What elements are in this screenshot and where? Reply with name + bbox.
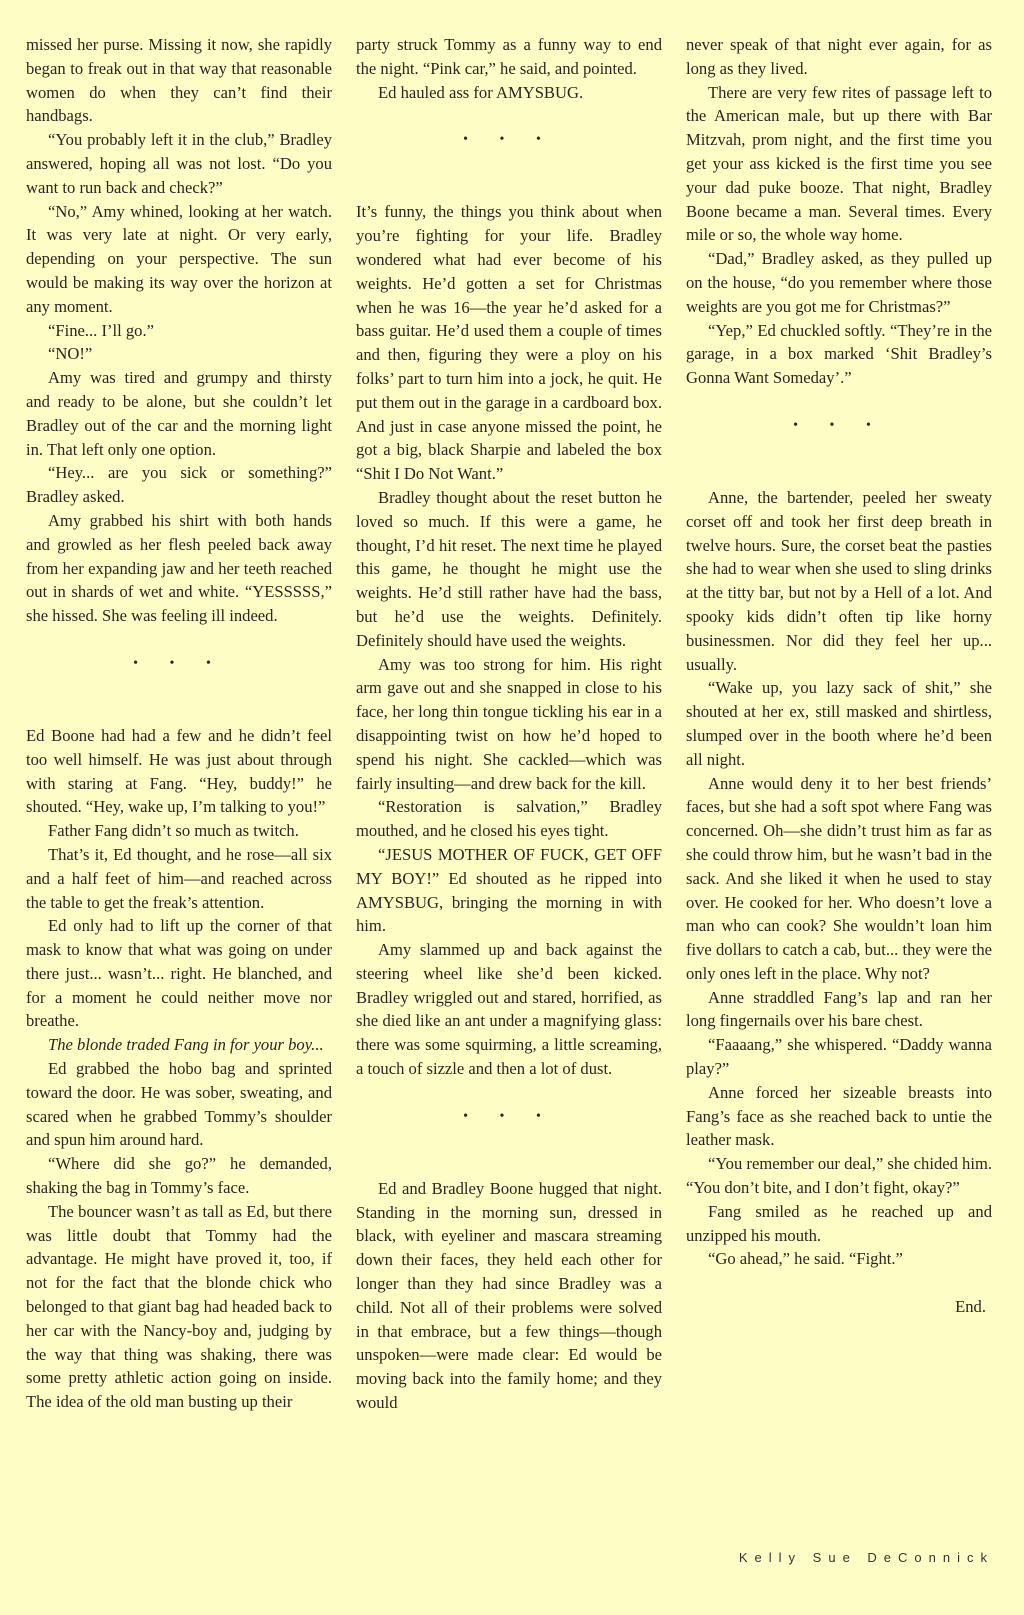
paragraph: The blonde traded Fang in for your boy...: [48, 1035, 324, 1055]
paragraph: The bouncer wasn’t as tall as Ed, but there was little doubt that Tommy had the advantage. He might have proved it, too, if not for the fact that the blonde chick who belonged to that giant bag had headed back to her car with the Nancy-boy and, judging by the way that thing was shaking, there was some pretty athletic action going on inside. The idea of the old man busting up their: [26, 1201, 332, 1412]
paragraph: Amy was too strong for him. His right arm gave out and she snapped in close to his face, her long thin tongue tickling his ear in a disappointing twist on how he’d hoped to spend his night. She cackled—which was fairly insulting—and drew back for the kill.: [356, 654, 662, 793]
text-column-1: [26, 33, 332, 1414]
paragraph: Ed and Bradley Boone hugged that night. Standing in the morning sun, dressed in black, with eyeliner and mascara streaming down their faces, they held each other for longer than they had since Bradley was a child. Not all of their problems were solved in that embrace, but a few things—though unspoken—were made clear: Ed would be moving back into the family home; and they would: [356, 1178, 662, 1413]
paragraph: missed her purse. Missing it now, she rapidly began to freak out in that way that reasonable women do when they can’t find their handbags.: [26, 35, 332, 126]
paragraph: Amy slammed up and back against the steering wheel like she’d been kicked. Bradley wriggled out and stared, horrified, as she died like an ant under a magnifying glass: there was some squirming, a little screaming, a touch of sizzle and then a lot of dust.: [356, 940, 662, 1079]
paragraph: Anne straddled Fang’s lap and ran her long fingernails over his bare chest.: [686, 987, 992, 1031]
paragraph: “NO!”: [48, 344, 93, 364]
paragraph: Amy grabbed his shirt with both hands and growled as her flesh peeled back away from her expanding jaw and her teeth reached out in shards of wet and white. “YESSSSS,” she hissed. She was feeling ill indeed.: [26, 510, 332, 626]
paragraph: party struck Tommy as a funny way to end the night. “Pink car,” he said, and pointed.: [356, 35, 662, 78]
section-break: • • •: [793, 417, 885, 433]
text-column-2: [356, 33, 662, 1415]
paragraph: Anne would deny it to her best friends’ faces, but she had a soft spot where Fang was concerned. Oh—she didn’t trust him as far as she could throw him, but he wasn’t bad in the sack. And she liked it when he used to stay over. He cooked for her. Who doesn’t love a man who can cook? She wouldn’t loan him five dollars to catch a cab, but... they were the only ones left in the place. Why not?: [686, 773, 992, 983]
paragraph: That’s it, Ed thought, and he rose—all six and a half feet of him—and reached across the table to get the freak’s attention.: [26, 844, 332, 912]
author-credit: Kelly Sue DeConnick: [738, 1550, 994, 1565]
paragraph: Amy was tired and grumpy and thirsty and ready to be alone, but she couldn’t let Bradley out of the car and the morning light in. That left only one option.: [26, 368, 332, 459]
paragraph: “You remember our deal,” she chided him. “You don’t bite, and I don’t fight, okay?”: [686, 1154, 993, 1198]
paragraph: Ed only had to lift up the corner of that mask to know that what was going on under there just... wasn’t... right. He blanched, and for a moment he could neither move nor breathe.: [26, 916, 332, 1031]
paragraph: Bradley thought about the reset button he loved so much. If this were a game, he thought, I’d hit reset. The next time he played this game, he thought he might use the weights. He’d still rather have had the bass, but he’d use the weights. Definitely. Definitely should have used the weights.: [356, 487, 662, 650]
paragraph: “No,” Amy whined, looking at her watch. It was very late at night. Or very early, depending on your perspective. The sun would be making its way over the horizon at any moment.: [26, 201, 332, 316]
paragraph: “Restoration is salvation,” Bradley mouthed, and he closed his eyes tight.: [356, 797, 662, 841]
paragraph: Ed grabbed the hobo bag and sprinted toward the door. He was sober, sweating, and scared when he grabbed Tommy’s shoulder and spun him around hard.: [26, 1059, 332, 1150]
paragraph: Anne, the bartender, peeled her sweaty corset off and took her first deep breath in twelve hours. Sure, the corset beat the pasties she had to wear when she used to sling drinks at the titty bar, but not by a Hell of a lot. And spooky kids didn’t often tip like horny businessmen. Nor did they feel her up... usually.: [686, 487, 992, 674]
paragraph: Anne forced her sizeable breasts into Fang’s face as she reached back to untie the leather mask.: [686, 1082, 992, 1150]
paragraph: “Go ahead,” he said. “Fight.”: [708, 1249, 903, 1269]
paragraph: Fang smiled as he reached up and unzipped his mouth.: [686, 1201, 992, 1245]
paragraph: There are very few rites of passage left to the American male, but up there with Bar Mitzvah, prom night, and the first time you get your ass kicked is the first time you see your dad puke booze. That night, Bradley Boone became a man. Several times. Every mile or so, the whole way home.: [686, 82, 992, 245]
paragraph: “You probably left it in the club,” Bradley answered, hoping all was not lost. “Do you want to run back and check?”: [26, 130, 332, 197]
paragraph: Ed Boone had had a few and he didn’t feel too well himself. He was just about through with staring at Fang. “Hey, buddy!” he shouted. “Hey, wake up, I’m talking to you!”: [26, 725, 332, 817]
paragraph: “Dad,” Bradley asked, as they pulled up on the house, “do you remember where those weights are you got me for Christmas?”: [686, 249, 992, 316]
paragraph: “JESUS MOTHER OF FUCK, GET OFF MY BOY!” Ed shouted as he ripped into AMYSBUG, bringing the morning in with him.: [356, 844, 662, 936]
paragraph: “Fine... I’ll go.”: [48, 320, 154, 340]
section-break: • • •: [463, 132, 555, 148]
paragraph: “Wake up, you lazy sack of shit,” she shouted at her ex, still masked and shirtless, slumped over in the booth where he’d been all night.: [686, 678, 992, 769]
paragraph: It’s funny, the things you think about when you’re fighting for your life. Bradley wondered what had ever become of his weights. He’d gotten a set for Christmas when he was 16—the year he’d asked for a bass guitar. He’d used them a couple of times and then, figuring they were a ploy on his folks’ part to turn him into a jock, he quit. He put them out in the garage in a cardboard box. And just in case anyone missed the point, he got a big, black Sharpie and labeled the box “Shit I Do Not Want.”: [356, 202, 662, 484]
section-break: • • •: [133, 655, 225, 671]
end-mark: End.: [955, 1297, 986, 1317]
text-column-3: [686, 33, 992, 1319]
paragraph: “Where did she go?” he demanded, shaking the bag in Tommy’s face.: [26, 1154, 332, 1198]
paragraph: “Faaaang,” she whispered. “Daddy wanna play?”: [686, 1035, 992, 1079]
paragraph: never speak of that night ever again, for as long as they lived.: [686, 35, 992, 78]
paragraph: Ed hauled ass for AMYSBUG.: [378, 82, 584, 102]
paragraph: “Yep,” Ed chuckled softly. “They’re in the garage, in a box marked ‘Shit Bradley’s Gonna Want Someday’.”: [686, 320, 992, 388]
paragraph: Father Fang didn’t so much as twitch.: [48, 821, 299, 841]
paragraph: “Hey... are you sick or something?” Bradley asked.: [26, 463, 332, 507]
section-break: • • •: [463, 1108, 555, 1124]
